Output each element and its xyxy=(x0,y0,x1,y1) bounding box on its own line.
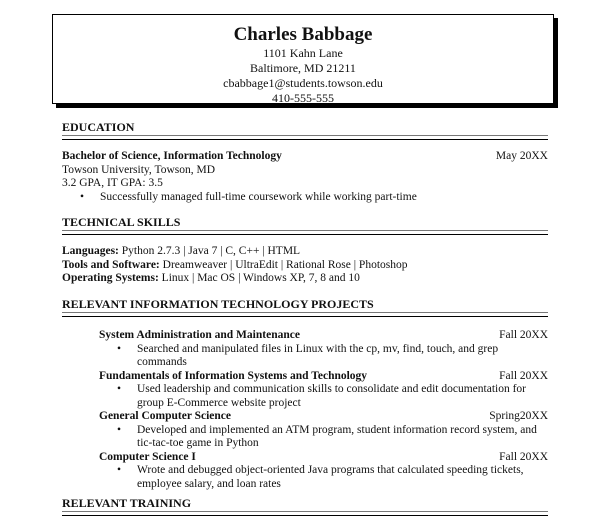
bullet-icon: • xyxy=(117,423,122,436)
phone-number: 410-555-555 xyxy=(272,91,334,105)
project-item: Computer Science I Fall 20XX • Wrote and debugged object-oriented Java programs that calculated speeding tickets, employee salary, and loan rates xyxy=(99,450,548,490)
gpa-line: 3.2 GPA, IT GPA: 3.5 xyxy=(62,177,163,189)
project-item: Fundamentals of Information Systems and Technology Fall 20XX • Used leadership and communication skills to consolidate and edit documentation for group E-Commerce website project xyxy=(99,369,548,409)
email-address: cbabbage1@students.towson.edu xyxy=(223,76,383,90)
project-name: Computer Science I xyxy=(99,450,196,463)
project-item: General Computer Science Spring20XX • Developed and implemented an ATM program, student information record system, and tic-tac-toe game in Python xyxy=(99,410,548,449)
projects-heading: RELEVANT INFORMATION TECHNOLOGY PROJECTS xyxy=(62,297,548,317)
education-heading: EDUCATION xyxy=(62,120,548,140)
training-heading: RELEVANT TRAINING xyxy=(62,496,548,516)
city-state-zip: Baltimore, MD 21211 xyxy=(250,61,356,75)
project-date: Spring20XX xyxy=(489,410,548,422)
skills-section xyxy=(62,215,548,286)
school-name: Towson University, Towson, MD xyxy=(62,163,216,176)
street-address: 1101 Kahn Lane xyxy=(263,46,343,60)
skills-heading: TECHNICAL SKILLS xyxy=(62,215,548,235)
os-line: Operating Systems: Linux | Mac OS | Windows XP, 7, 8 and 10 xyxy=(62,272,360,284)
bullet-icon: • xyxy=(80,190,85,203)
project-item: System Administration and Maintenance Fall 20XX • Searched and manipulated files in Linux with the cp, mv, find, touch, and grep commands xyxy=(99,329,548,368)
bullet-icon: • xyxy=(117,464,122,476)
training-section xyxy=(62,496,548,516)
contact-header xyxy=(52,14,554,104)
degree-row xyxy=(62,150,548,164)
tools-line: Tools and Software: Dreamweaver | UltraEdit | Rational Rose | Photoshop xyxy=(62,258,408,271)
languages-line: Languages: Python 2.7.3 | Java 7 | C, C++ | HTML xyxy=(62,245,301,257)
list-item: • Successfully managed full-time coursework while working part-time xyxy=(80,190,417,203)
degree-name: Bachelor of Science, Information Technology xyxy=(62,150,282,162)
bullet-icon: • xyxy=(117,342,122,355)
project-date: Fall 20XX xyxy=(499,329,548,341)
education-section xyxy=(62,120,548,204)
project-name: System Administration and Maintenance xyxy=(99,329,300,341)
projects-section xyxy=(62,297,548,491)
project-list xyxy=(62,329,548,491)
resume-name: Charles Babbage xyxy=(233,24,373,45)
project-date: Fall 20XX xyxy=(499,369,548,382)
bullet-icon: • xyxy=(117,383,122,395)
project-name: General Computer Science xyxy=(99,410,232,422)
project-name: Fundamentals of Information Systems and Technology xyxy=(99,369,368,382)
degree-date: May 20XX xyxy=(495,150,548,162)
project-date: Fall 20XX xyxy=(499,450,548,463)
